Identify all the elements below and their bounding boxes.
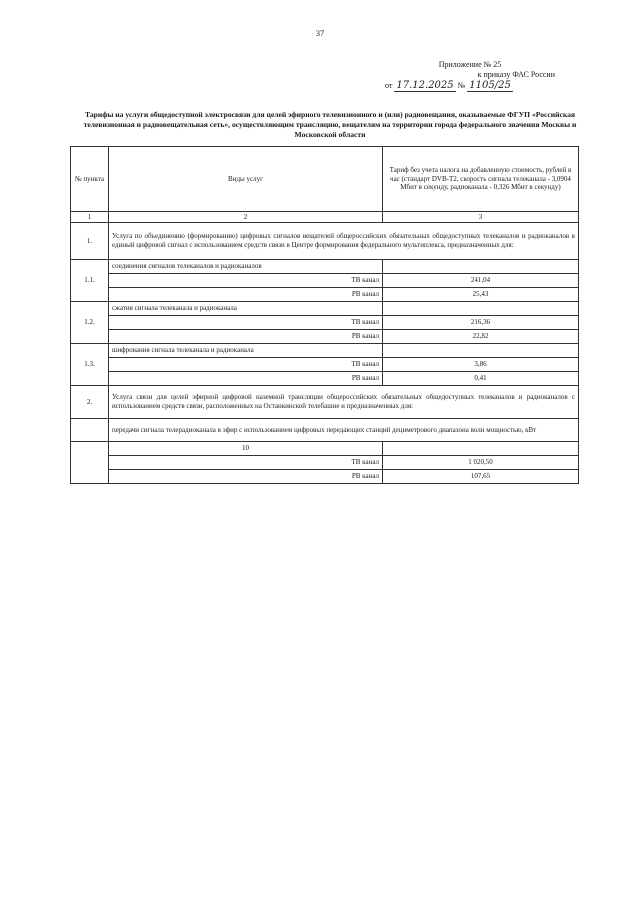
item-number: 1. <box>71 223 109 260</box>
page-number: 37 <box>315 28 325 38</box>
appendix-title: Приложение № 25 <box>438 60 502 69</box>
column-number-row <box>71 212 579 223</box>
from-label: от <box>385 81 393 90</box>
table-row <box>71 274 579 288</box>
header-item-number: № пункта <box>71 147 109 212</box>
table-row <box>71 330 579 344</box>
table-row <box>71 344 579 358</box>
tariff-value: 3,86 <box>383 358 579 372</box>
table-row <box>71 358 579 372</box>
table-row <box>71 316 579 330</box>
service-label: соединения сигналов телеканалов и радиоканалов <box>109 260 383 274</box>
table-row <box>71 372 579 386</box>
order-date: 17.12.2025 <box>396 80 454 91</box>
rv-channel-label: РВ канал <box>109 330 383 344</box>
tv-channel-label: ТВ канал <box>109 358 383 372</box>
tariff-table <box>70 146 579 484</box>
tariff-value: 107,65 <box>383 470 579 484</box>
header-service-types: Виды услуг <box>109 147 383 212</box>
tariff-value: 25,43 <box>383 288 579 302</box>
table-row <box>71 386 579 419</box>
table-row <box>71 442 579 456</box>
service-label: сжатия сигнала телеканала и радиоканала <box>109 302 383 316</box>
item-number: 2. <box>71 386 109 419</box>
table-row <box>71 260 579 274</box>
tv-channel-label: ТВ канал <box>109 316 383 330</box>
table-row <box>71 456 579 470</box>
transmit-label: передачи сигнала телерадиоканала в эфир с использованием цифровых передающих станций дециметрового диапазона волн мощностью, кВт <box>109 419 579 442</box>
rv-channel-label: РВ канал <box>109 372 383 386</box>
header-tariff: Тариф без учета налога на добавленную стоимость, рублей в час (стандарт DVB-T2, скорость сигнала телеканала - 3,0904 Мбит в секунду, радиоканала - 0,326 Мбит в секунду) <box>383 147 579 212</box>
tv-channel-label: ТВ канал <box>109 456 383 470</box>
rv-channel-label: РВ канал <box>109 288 383 302</box>
tariff-value: 22,82 <box>383 330 579 344</box>
order-number: 1105/25 <box>469 80 511 91</box>
column-number: 3 <box>383 212 579 223</box>
appendix-order-ref: к приказу ФАС России <box>477 70 555 79</box>
table-row <box>71 470 579 484</box>
rv-channel-label: РВ канал <box>109 470 383 484</box>
service-description: Услуга по объединению (формированию) цифровых сигналов вещателей общероссийских обязательных общедоступных телеканалов и радиоканалов в единый цифровой сигнал с использованием средств связи в Центре формирования федерального мультиплекса, предназначенных для: <box>109 223 579 260</box>
power-value: 10 <box>109 442 383 456</box>
table-header-row <box>71 147 579 212</box>
table-row <box>71 419 579 442</box>
appendix-block <box>385 60 555 91</box>
service-description: Услуга связи для целей эфирной цифровой наземной трансляции общероссийских обязательных общедоступных телеканалов и радиоканалов с использованием средств связи, расположенных на Останкинской телебашне и предназначенных для: <box>109 386 579 419</box>
column-number: 2 <box>109 212 383 223</box>
document-title: Тарифы на услуги общедоступной электросвязи для целей эфирного телевизионного и (или) радиовещания, оказываемые ФГУП «Российская телевизионная и радиовещательная сеть», осуществляющим трансляцию, вещателям на территории города федерального значения Москвы и Московской области <box>83 110 577 139</box>
item-number: 1.2. <box>71 302 109 344</box>
table-row <box>71 223 579 260</box>
number-label: № <box>457 81 466 90</box>
table-row <box>71 302 579 316</box>
item-number: 1.3. <box>71 344 109 386</box>
tariff-value: 241,04 <box>383 274 579 288</box>
tariff-value: 1 020,50 <box>383 456 579 470</box>
tariff-value: 216,36 <box>383 316 579 330</box>
column-number: 1 <box>71 212 109 223</box>
appendix-date-number <box>385 81 555 91</box>
service-label: шифрования сигнала телеканала и радиоканала <box>109 344 383 358</box>
table-row <box>71 288 579 302</box>
tariff-value: 0,41 <box>383 372 579 386</box>
item-number: 1.1. <box>71 260 109 302</box>
tv-channel-label: ТВ канал <box>109 274 383 288</box>
